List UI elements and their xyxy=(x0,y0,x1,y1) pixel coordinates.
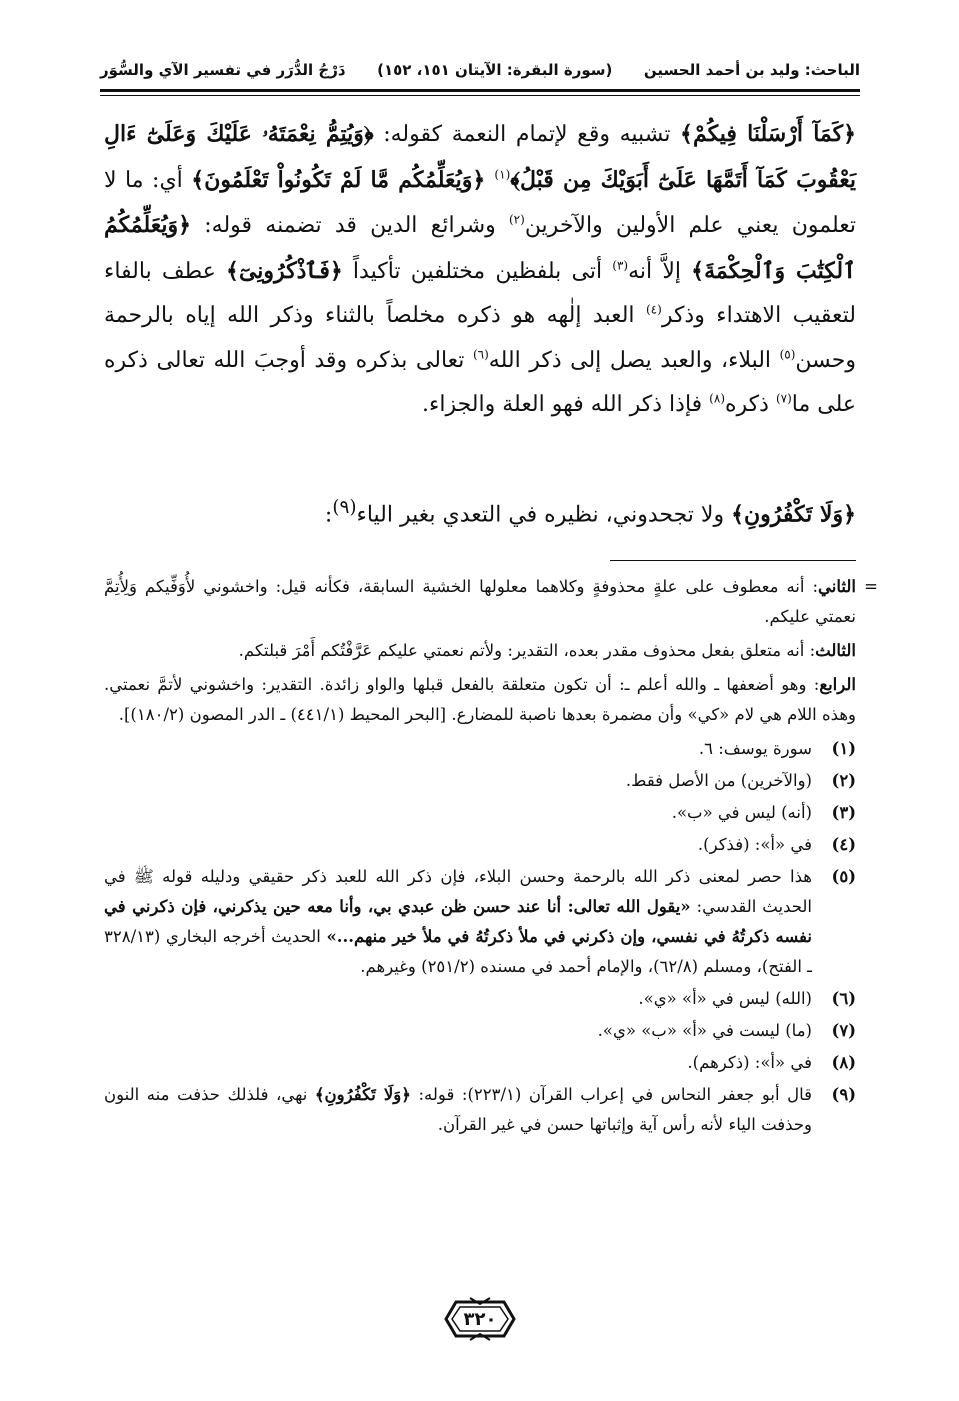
footnote-text: : أنه معطوف على علةٍ محذوفةٍ وكلاهما معلولها الخشية السابقة، فكأنه قيل: واخشوني لأُوَفِّيكم وَلِأُتِمَّ نعمتي عليكم. xyxy=(104,577,856,626)
header-author: الباحث: وليد بن أحمد الحسين xyxy=(643,61,860,79)
footnote-continuation xyxy=(104,670,856,730)
quran-verse: ﴿كَمَآ أَرْسَلْنَا فِيكُمْ﴾ xyxy=(680,121,856,147)
quran-verse: ﴿وَلَا تَكْفُرُونِ﴾ xyxy=(314,1085,411,1104)
footnote-ref[interactable]: (٢) xyxy=(508,212,525,227)
footnote-text: سورة يوسف: ٦. xyxy=(698,739,812,758)
footnote-number: (٤) xyxy=(831,835,856,854)
footnote-item xyxy=(104,798,856,828)
footnote-item xyxy=(104,984,856,1014)
body-text: البلاء، والعبد يصل إلى ذكر الله xyxy=(488,347,780,373)
footnote-ref[interactable]: (٦) xyxy=(472,347,489,362)
footnote-ref[interactable]: (١) xyxy=(494,167,511,182)
footnote-text: (الله) ليس في «أ» «ي». xyxy=(638,989,812,1008)
footnote-number: (٦) xyxy=(831,989,856,1008)
footnote-item xyxy=(104,830,856,860)
footnote-ref[interactable]: (٩) xyxy=(332,497,357,518)
body-text: أي: ما لا تعلمون يعني علم الأولين والآخرين xyxy=(104,167,856,238)
body-text: تعالى بذكره وقد أوجبَ الله تعالى ذكره على ما xyxy=(104,347,856,417)
body-text: : xyxy=(324,502,333,528)
body-text: ولا تجحدوني، نظيره في التعدي بغير الياء xyxy=(356,502,732,528)
footnote-text: : أنه متعلق بفعل محذوف مقدر بعده، التقدير: ولأتم نعمتي عليكم عَرَّفْتُكم أَمْرَ قبلتكم. xyxy=(238,641,816,660)
footnote-text: (ما) ليست في «أ» «ب» «ي». xyxy=(597,1021,812,1040)
body-paragraph-2 xyxy=(104,486,856,537)
footnote-text: (أنه) ليس في «ب». xyxy=(671,803,812,822)
footnote-number: (٣) xyxy=(831,803,856,822)
footnote-continuation xyxy=(104,572,878,632)
page-number-ornament xyxy=(440,1296,520,1342)
footnote-item xyxy=(104,1016,856,1046)
page-number: ٣٢٠ xyxy=(463,1308,497,1330)
footnote-number: (٢) xyxy=(831,771,856,790)
footnote-ref[interactable]: (٣) xyxy=(612,258,629,273)
footnote-number: (٨) xyxy=(831,1053,856,1072)
quran-verse: ﴿وَيُعَلِّمُكُمُ ٱلْكِتَٰبَ وَٱلْحِكْمَةَ﴾ xyxy=(104,212,856,284)
footnote-label: الثالث xyxy=(815,641,856,660)
body-text: عطف بالفاء لتعقيب الاهتداء وذكر xyxy=(104,258,857,328)
footnote-ref[interactable]: (٤) xyxy=(645,302,662,317)
hadith-quote: «يقول الله تعالى: أنا عند حسن ظن عبدي بي، وأنا معه حين يذكرني، فإن ذكرني في نفسه ذكرتُهُ في نفسي، وإن ذكرني في ملأ ذكرتُهُ في ملأ خير منهم...» xyxy=(104,897,812,946)
footnote-text-part: قال أبو جعفر النحاس في إعراب القرآن (٢٢٣/١): قوله: xyxy=(410,1085,812,1104)
footnote-text: (والآخرين) من الأصل فقط. xyxy=(625,771,812,790)
quran-verse: ﴿فَٱذْكُرُونِىٓ﴾ xyxy=(226,257,343,284)
footnote-separator xyxy=(610,560,856,561)
body-text: وشرائع الدين قد تضمنه قوله: xyxy=(191,213,509,238)
header-rule-thin xyxy=(100,95,860,96)
continuation-marker: = xyxy=(864,577,878,596)
footnote-text xyxy=(104,862,812,982)
quran-verse: ﴿وَيُتِمُّ نِعْمَتَهُۥ عَلَيْكَ وَعَلَىٰٓ ءَالِ يَعْقُوبَ كَمَآ أَتَمَّهَا عَلَىٰٓ أَبَوَيْكَ مِن قَبْلُ﴾ xyxy=(104,121,857,193)
footnote-text: : وهو أضعفها ـ والله أعلم ـ: أن تكون متعلقة بالفعل قبلها والواو زائدة. التقدير: واخشوني لأتمَّ نعمتي. وهذه اللام هي لام «كي» وأن مضمرة بعدها ناصبة للمضارع. [البحر المحيط (٤٤١/١) ـ الدر المصون (١٨٠/٢)]. xyxy=(104,675,856,724)
footnote-item xyxy=(104,1080,856,1140)
footnote-ref[interactable]: (٨) xyxy=(709,391,725,406)
footnote-item xyxy=(104,734,856,764)
footnote-number: (١) xyxy=(831,739,856,758)
footnote-text xyxy=(104,1080,812,1140)
quran-verse: ﴿وَيُعَلِّمُكُم مَّا لَمْ تَكُونُواْ تَعْلَمُونَ﴾ xyxy=(191,166,495,193)
body-text: إلاَّ أنه xyxy=(628,258,692,284)
footnote-number: (٧) xyxy=(831,1021,856,1040)
quran-verse: ﴿وَلَا تَكْفُرُونِ﴾ xyxy=(731,501,856,528)
running-header xyxy=(100,55,860,85)
body-paragraph-1 xyxy=(104,112,856,428)
body-text: فإذا ذكر الله فهو العلة والجزاء. xyxy=(422,392,710,417)
body-text: أتى بلفظين مختلفين تأكيداً xyxy=(342,258,613,284)
footnote-text-part: نهي، فلذلك حذفت منه النون وحذفت الياء لأنه رأس آية وإثباتها حسن في غير القرآن. xyxy=(104,1085,812,1134)
footnote-ref[interactable]: (٥) xyxy=(779,347,796,362)
footnote-number: (٩) xyxy=(831,1085,856,1104)
footnote-text: في «أ»: (ذكرهم). xyxy=(687,1053,812,1072)
footnote-label: الرابع xyxy=(819,675,856,694)
footnote-text-part: هذا حصر لمعنى ذكر الله بالرحمة وحسن البلاء، فإن ذكر الله للعبد ذكر حقيقي ودليله قوله ﷺ في الحديث القدسي: xyxy=(104,867,812,916)
footnote-ref[interactable]: (٧) xyxy=(775,391,792,406)
footnote-item xyxy=(104,1048,856,1078)
header-rule-thick xyxy=(100,89,860,92)
footnotes-section xyxy=(104,572,878,1142)
footnote-number: (٥) xyxy=(831,867,856,886)
footnote-text-part: الحديث أخرجه البخاري (٣٢٨/١٣ ـ الفتح)، ومسلم (٦٢/٨)، والإمام أحمد في مسنده (٢٥١/٢) وغيرهم. xyxy=(104,927,812,976)
footnote-item xyxy=(104,862,856,982)
header-book-title: دَرْجُ الدُّرَر في تفسير الآي والسُّوَر xyxy=(100,61,346,79)
footnote-item xyxy=(104,766,856,796)
header-surah-info: (سورة البقرة: الآيتان ١٥١، ١٥٢) xyxy=(377,61,613,79)
footnote-label: الثاني xyxy=(818,577,856,596)
body-text: ذكره xyxy=(725,392,776,417)
body-text: العبد إلٰهه هو ذكره مخلصاً بالثناء وذكر الله إياه بالرحمة وحسن xyxy=(104,303,856,373)
footnote-text: في «أ»: (فذكر). xyxy=(697,835,812,854)
footnote-continuation xyxy=(104,636,856,666)
body-text: تشبيه وقع لإتمام النعمة كقوله: xyxy=(373,122,681,147)
